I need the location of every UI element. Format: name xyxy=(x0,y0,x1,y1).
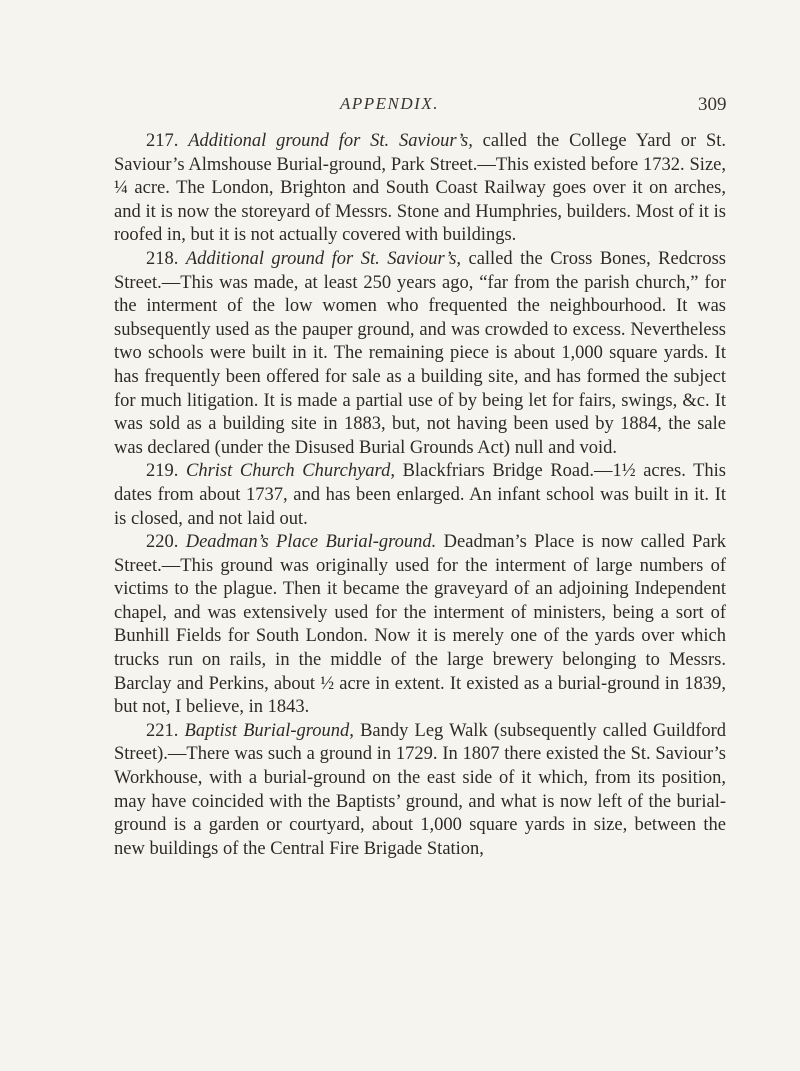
body-text xyxy=(114,130,726,861)
entry-220 xyxy=(114,531,726,720)
entry-number: 220. xyxy=(146,532,179,553)
entry-number: 221. xyxy=(146,720,179,741)
entry-text: called the College Yard or St. Saviour’s Almshouse Burial-ground, Park Street.—This existed before 1732. Size, ¼ acre. The London, Brighton and South Coast Railway goes over it on arches, and it is now the storeyard of Messrs. Stone and Humphries, builders. Most of it is roofed in, but it is not actually covered with buildings. xyxy=(114,131,726,246)
running-head xyxy=(0,94,800,124)
entry-place-name: Additional ground for St. Saviour’s, xyxy=(188,131,473,151)
entry-number: 219. xyxy=(146,461,179,482)
entry-221 xyxy=(114,720,726,862)
entry-218 xyxy=(114,248,726,460)
entry-text: Bandy Leg Walk (subsequently called Guildford Street).—There was such a ground in 1729. In 1807 there existed the St. Saviour’s Workhouse, with a burial-ground on the east side of it which, from its position, may have coincided with the Baptists’ ground, and what is now left of the burial-ground is a garden or courtyard, about 1,000 square yards in size, between the new buildings of the Central Fire Brigade Station, xyxy=(114,720,727,859)
page-number: 309 xyxy=(698,94,727,115)
entry-place-name: Additional ground for St. Saviour’s, xyxy=(185,248,462,269)
entry-place-name: Baptist Burial-ground, xyxy=(184,720,354,741)
entry-number: 217. xyxy=(146,131,179,151)
entry-text: Deadman’s Place is now called Park Street.—This ground was originally used for the interment of large numbers of victims to the plague. Then it became the graveyard of an adjoining Independent chapel, and was extensively used for the interment of ministers, being a sort of Bunhill Fields for South London. Now it is merely one of the yards over which trucks run on rails, in the middle of the large brewery belonging to Messrs. Barclay and Perkins, about ½ acre in extent. It existed as a burial-ground in 1839, but not, I believe, in 1843. xyxy=(114,532,726,718)
entry-219 xyxy=(114,460,726,531)
entry-number: 218. xyxy=(146,248,179,269)
entry-place-name: Deadman’s Place Burial-ground. xyxy=(185,532,437,553)
entry-text: Blackfriars Bridge Road.—1½ acres. This dates from about 1737, and has been enlarged. An infant school was built in it. It is closed, and not laid out. xyxy=(114,461,727,529)
entry-text: called the Cross Bones, Redcross Street.—This was made, at least 250 years ago, “far from the parish church,” for the interment of the low women who frequented the neighbourhood. It was subsequently used as the pauper ground, and was crowded to excess. Nevertheless two schools were built in it. The remaining piece is about 1,000 square yards. It has frequently been offered for sale as a building site, and has formed the subject for much litigation. It is made a partial use of by being let for fairs, swings, &c. It was sold as a building site in 1883, but, not having been used by 1884, the sale was declared (under the Disused Burial Grounds Act) null and void. xyxy=(114,248,726,458)
running-title: APPENDIX. xyxy=(340,94,439,113)
entry-place-name: Christ Church Churchyard, xyxy=(185,461,395,482)
entry-217 xyxy=(114,130,726,248)
